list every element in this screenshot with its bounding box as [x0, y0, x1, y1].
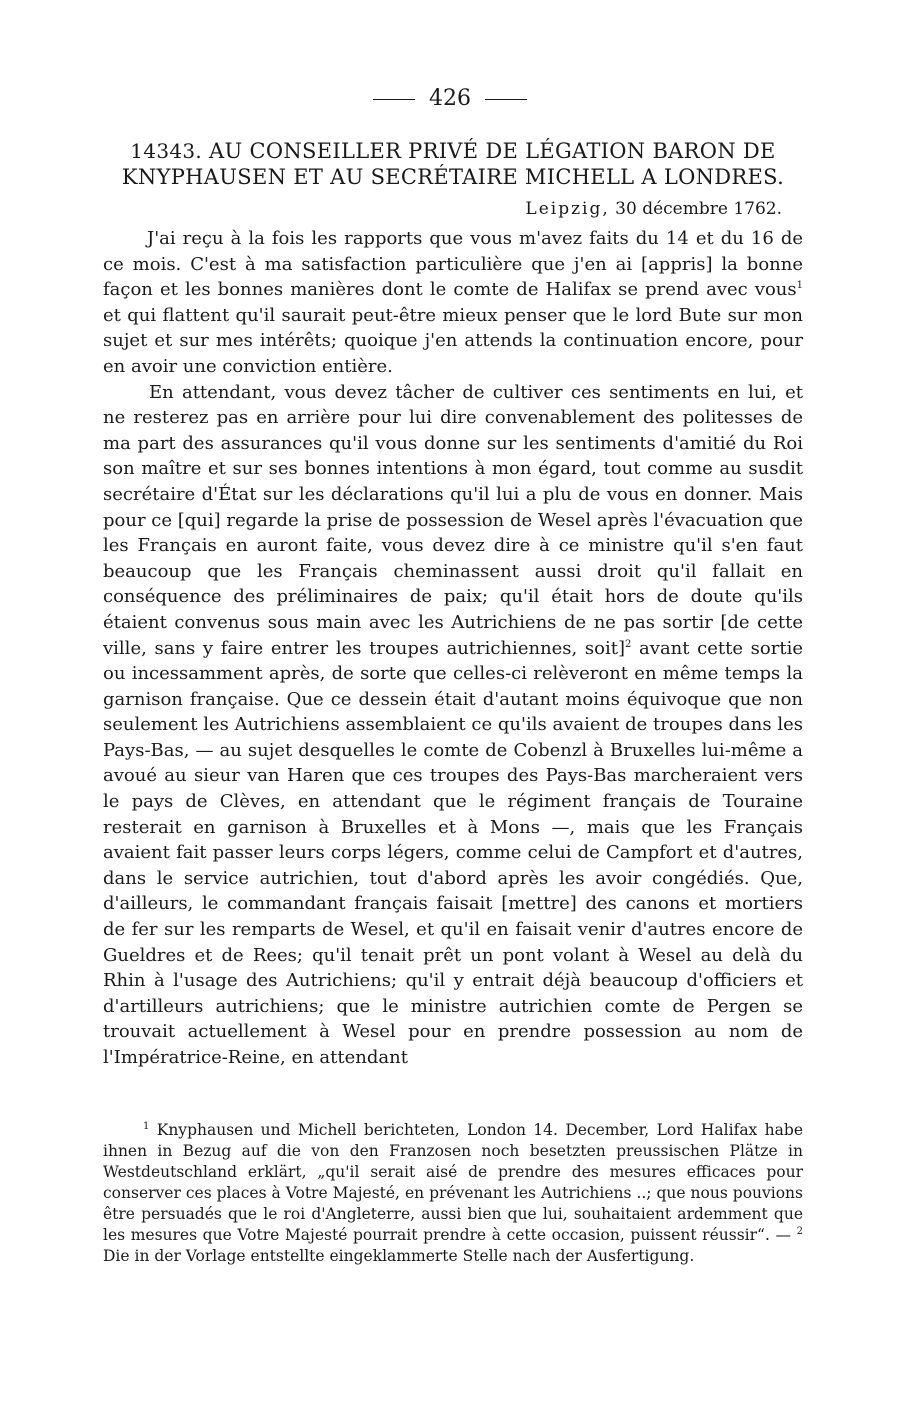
paragraph-1-part-a: J'ai reçu à la fois les rapports que vous m'avez faits du 14 et du 16 de ce mois. C'est à ma satisfaction particulière que j'en ai [appris] la bonne façon et les bonnes manières dont le comte de Halifax se prend avec vous: [103, 228, 803, 301]
paragraph-2-part-a: En attendant, vous devez tâcher de cultiver ces sentiments en lui, et ne resterez pas en arrière pour lui dire convenablement des politesses de ma part des assurances qu'il vous donne sur les sentiments d'amitié du Roi son maître et sur ses bonnes intentions à mon égard, tout comme au susdit secrétaire d'État sur les déclarations qu'il lui a plu de vous en donner. Mais pour ce [qui] regarde la prise de possession de Wesel après l'évacuation que les Français en auront faite, vous devez dire à ce ministre qu'il s'en faut beaucoup que les Français cheminassent aussi droit qu'il fallait en conséquence des préliminaires de paix; qu'il était hors de doute qu'ils étaient convenus sous main avec les Autrichiens de ne pas sortir [de cette ville, sans y faire entrer les troupes autrichiennes, soit]: [103, 381, 803, 659]
right-rule: [485, 99, 527, 100]
footnote-2-text: Die in der Vorlage entstellte eingeklammerte Stelle nach der Ausfertigung.: [103, 1247, 695, 1265]
footnotes: [103, 1120, 803, 1267]
dateline: [525, 199, 782, 219]
footnote-1-text: Knyphausen und Michell berichteten, London 14. December, Lord Halifax habe ihnen in Bezug auf die von den Franzosen noch besetzten preussischen Plätze in Westdeutschland erklärt, „qu'il serait aisé de prendre des mesures efficaces pour conserver ces places à Votre Majesté, en prévenant les Autrichiens ..; que nous pouvions être persuadés que le roi d'Angleterre, aussi bien que lui, souhaitaient ardemment que les mesures que Votre Majesté pourrait prendre à cette occasion, puissent réussir“. —: [103, 1121, 803, 1244]
letter-number: 14343.: [130, 139, 203, 163]
footnote-1-marker: 1: [143, 1120, 150, 1132]
letter-body: [103, 226, 803, 1071]
paragraph-2: [103, 380, 803, 1071]
footnote-2-marker: 2: [796, 1225, 803, 1237]
paragraph-1: [103, 226, 803, 380]
footnote-ref-1: 1: [796, 280, 803, 292]
letter-heading: [103, 138, 803, 190]
left-rule: [373, 99, 415, 100]
footnote-block: [103, 1120, 803, 1267]
page-number: 426: [429, 86, 471, 111]
dateline-place: Leipzig,: [525, 199, 610, 219]
paragraph-1-part-b: et qui flattent qu'il saurait peut-être mieux penser que le lord Bute sur mon sujet et sur mes intérêts; quoique j'en attends la continuation encore, pour en avoir une conviction entière.: [103, 304, 803, 377]
dateline-date: 30 décembre 1762.: [615, 199, 782, 219]
paragraph-2-part-b: avant cette sortie ou incessamment après, de sorte que celles-ci relèveront en même temps la garnison française. Que ce dessein était d'autant moins équivoque que non seulement les Autrichiens assemblaient ce qu'ils avaient de troupes dans les Pays-Bas, — au sujet desquelles le comte de Cobenzl à Bruxelles lui-même a avoué au sieur van Haren que ces troupes des Pays-Bas marcheraient vers le pays de Clèves, en attendant que le régiment français de Touraine resterait en garnison à Bruxelles et à Mons —, mais que les Français avaient fait passer leurs corps légers, comme celui de Campfort et d'autres, dans le service autrichien, tout d'abord après les avoir congédiés. Que, d'ailleurs, le commandant français faisait [mettre] des canons et mortiers de fer sur les remparts de Wesel, et qu'il en faisait venir d'autres encore de Gueldres et de Rees; qu'il tenait prêt un pont volant à Wesel au delà du Rhin à l'usage des Autrichiens; qu'il y entrait déjà beaucoup d'officiers et d'artilleurs autrichiens; que le ministre autrichien comte de Pergen se trouvait actuellement à Wesel pour en prendre possession au nom de l'Impératrice-Reine, en attendant: [103, 637, 803, 1068]
footnote-ref-2: 2: [625, 638, 632, 650]
page-number-row: [0, 86, 900, 111]
letter-heading-text: AU CONSEILLER PRIVÉ DE LÉGATION BARON DE KNYPHAUSEN ET AU SECRÉTAIRE MICHELL A LONDRES.: [121, 139, 785, 189]
